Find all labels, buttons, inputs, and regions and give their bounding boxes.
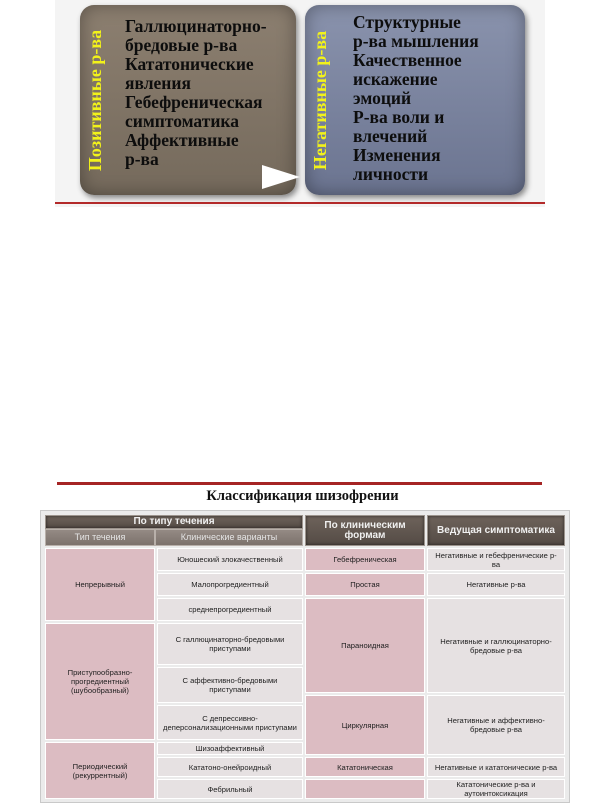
list-item: Качественное: [353, 50, 462, 70]
header-clinical-variants: Клинические варианты: [155, 529, 303, 546]
negative-list: [353, 13, 523, 184]
form-hebephrenic: Гебефреническая: [305, 548, 425, 571]
arrow-right-icon: [262, 165, 300, 189]
form-empty: [305, 779, 425, 799]
list-item: Аффективные: [125, 130, 239, 150]
variant-affective-delusional: С аффективно-бредовыми приступами: [157, 667, 303, 703]
symptom-1: Негативные и гебефренические р-ва: [427, 548, 565, 571]
header-forms: По клиническим формам: [305, 515, 425, 546]
header-course: По типу течения: [45, 515, 303, 529]
variant-hallucinatory: С галлюцинаторно-бредовыми приступами: [157, 623, 303, 665]
list-item: Изменения: [353, 145, 441, 165]
symptoms-slide: [55, 0, 545, 207]
symptom-5: Негативные и кататонические р-ва: [427, 757, 565, 777]
classification-slide: [35, 480, 570, 801]
list-item: симптоматика: [125, 111, 239, 131]
list-item: Гебефреническая: [125, 92, 263, 112]
list-item: явления: [125, 73, 191, 93]
variant-schizoaffective: Шизоаффективный: [157, 742, 303, 755]
negative-symptoms-card: [305, 5, 525, 195]
list-item: Структурные: [353, 12, 461, 32]
list-item: р-ва: [125, 149, 159, 169]
classification-table: [40, 510, 570, 803]
form-paranoid: Параноидная: [305, 598, 425, 693]
form-circular: Циркулярная: [305, 695, 425, 755]
negative-label: Негативные р-ва: [310, 30, 331, 170]
header-course-type: Тип течения: [45, 529, 155, 546]
list-item: эмоций: [353, 88, 412, 108]
list-item: Кататонические: [125, 54, 254, 74]
form-catatonic: Кататоническая: [305, 757, 425, 777]
variant-low-progressive: Малопрогредиентный: [157, 573, 303, 596]
list-item: Р-ва воли и: [353, 107, 445, 127]
variant-oneiroid: Кататоно-онейроидный: [157, 757, 303, 777]
symptom-2: Негативные р-ва: [427, 573, 565, 596]
divider: [55, 202, 545, 204]
list-item: личности: [353, 164, 429, 184]
positive-label: Позитивные р-ва: [85, 29, 106, 171]
list-item: искажение: [353, 69, 438, 89]
symptom-6: Кататонические р-ва и аутоинтоксикация: [427, 779, 565, 799]
variant-medium-progressive: среднепрогредиентный: [157, 598, 303, 621]
list-item: влечений: [353, 126, 428, 146]
variant-febrile: Фебрильный: [157, 779, 303, 799]
table-title: Классификация шизофрении: [206, 488, 399, 504]
divider: [57, 482, 542, 485]
course-type-continuous: Непрерывный: [45, 548, 155, 621]
course-type-periodic: Периодический (рекуррентный): [45, 742, 155, 799]
variant-depressive: С депрессивно-деперсонализационными приступами: [157, 705, 303, 740]
form-simple: Простая: [305, 573, 425, 596]
course-type-paroxysmal: Приступообразно-прогредиентный (шубообразный): [45, 623, 155, 740]
list-item: бредовые р-ва: [125, 35, 238, 55]
symptom-3: Негативные и галлюцинаторно-бредовые р-ва: [427, 598, 565, 693]
header-symptoms: Ведущая симптоматика: [427, 515, 565, 546]
list-item: Галлюцинаторно-: [125, 16, 267, 36]
variant-juvenile: Юношеский злокачественный: [157, 548, 303, 571]
list-item: р-ва мышления: [353, 31, 479, 51]
symptom-4: Негативные и аффективно-бредовые р-ва: [427, 695, 565, 755]
positive-list: [125, 17, 295, 169]
